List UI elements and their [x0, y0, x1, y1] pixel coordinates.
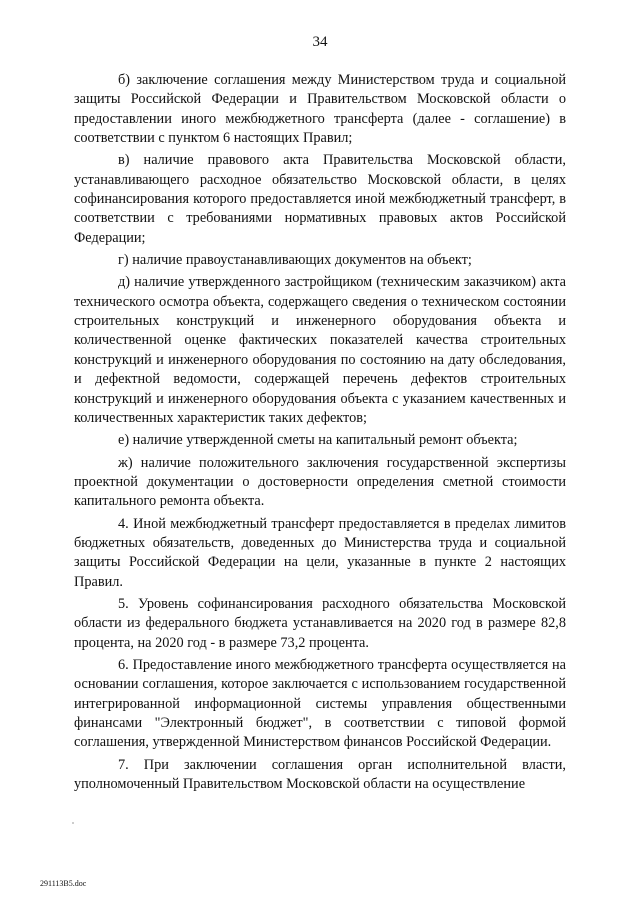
paragraph-7: 7. При заключении соглашения орган исполнительной власти, уполномоченный Правительством Московской области на осуществление [74, 756, 566, 793]
scan-artifact-dot [72, 822, 74, 824]
paragraph-zh: ж) наличие положительного заключения государственной экспертизы проектной документации о достоверности определения сметной стоимости капитального ремонта объекта. [74, 454, 566, 510]
footer-file-label: 291113B5.doc [40, 879, 87, 888]
page-number: 34 [312, 34, 328, 50]
paragraph-g: г) наличие правоустанавливающих документов на объект; [118, 252, 472, 269]
paragraph-d: д) наличие утвержденного застройщиком (техническим заказчиком) акта технического осмотра объекта, содержащего сведения о техническом состоянии строительных конструкций и инженерного оборудования объекта и количественной оценке фактических показателей качества строительных конструкций и инженерного оборудования по состоянию на дату обследования, и дефектной ведомости, содержащей перечень дефектов строительных конструкций и инженерного оборудования объекта с указанием качественных и количественных характеристик таких дефектов; [74, 274, 566, 426]
paragraph-5: 5. Уровень софинансирования расходного обязательства Московской области из федерального бюджета устанавливается на 2020 год в размере 82,8 процента, на 2020 год - в размере 73,2 процента. [74, 595, 566, 651]
paragraph-6: 6. Предоставление иного межбюджетного трансферта осуществляется на основании соглашения, которое заключается с использованием государственной интегрированной информационной системы управления общественными финансами "Электронный бюджет", в соответствии с типовой формой соглашения, утвержденной Министерством финансов Российской Федерации. [74, 656, 566, 751]
paragraph-b: б) заключение соглашения между Министерством труда и социальной защиты Российской Федерации и Правительством Московской области о предоставлении иного межбюджетного трансферта (далее - соглашение) в соответствии с пунктом 6 настоящих Правил; [74, 72, 566, 147]
paragraph-4: 4. Иной межбюджетный трансферт предоставляется в пределах лимитов бюджетных обязательств, доведенных до Министерства труда и социальной защиты Российской Федерации на цели, указанные в пункте 2 настоящих Правил. [74, 515, 566, 590]
document-body [74, 71, 566, 797]
paragraph-e: е) наличие утвержденной сметы на капитальный ремонт объекта; [118, 432, 518, 449]
paragraph-v: в) наличие правового акта Правительства Московской области, устанавливающего расходное обязательство Московской области, в целях софинансирования которого предоставляется иной межбюджетный трансферт, в соответствии с требованиями нормативных правовых актов Российской Федерации; [74, 152, 566, 246]
